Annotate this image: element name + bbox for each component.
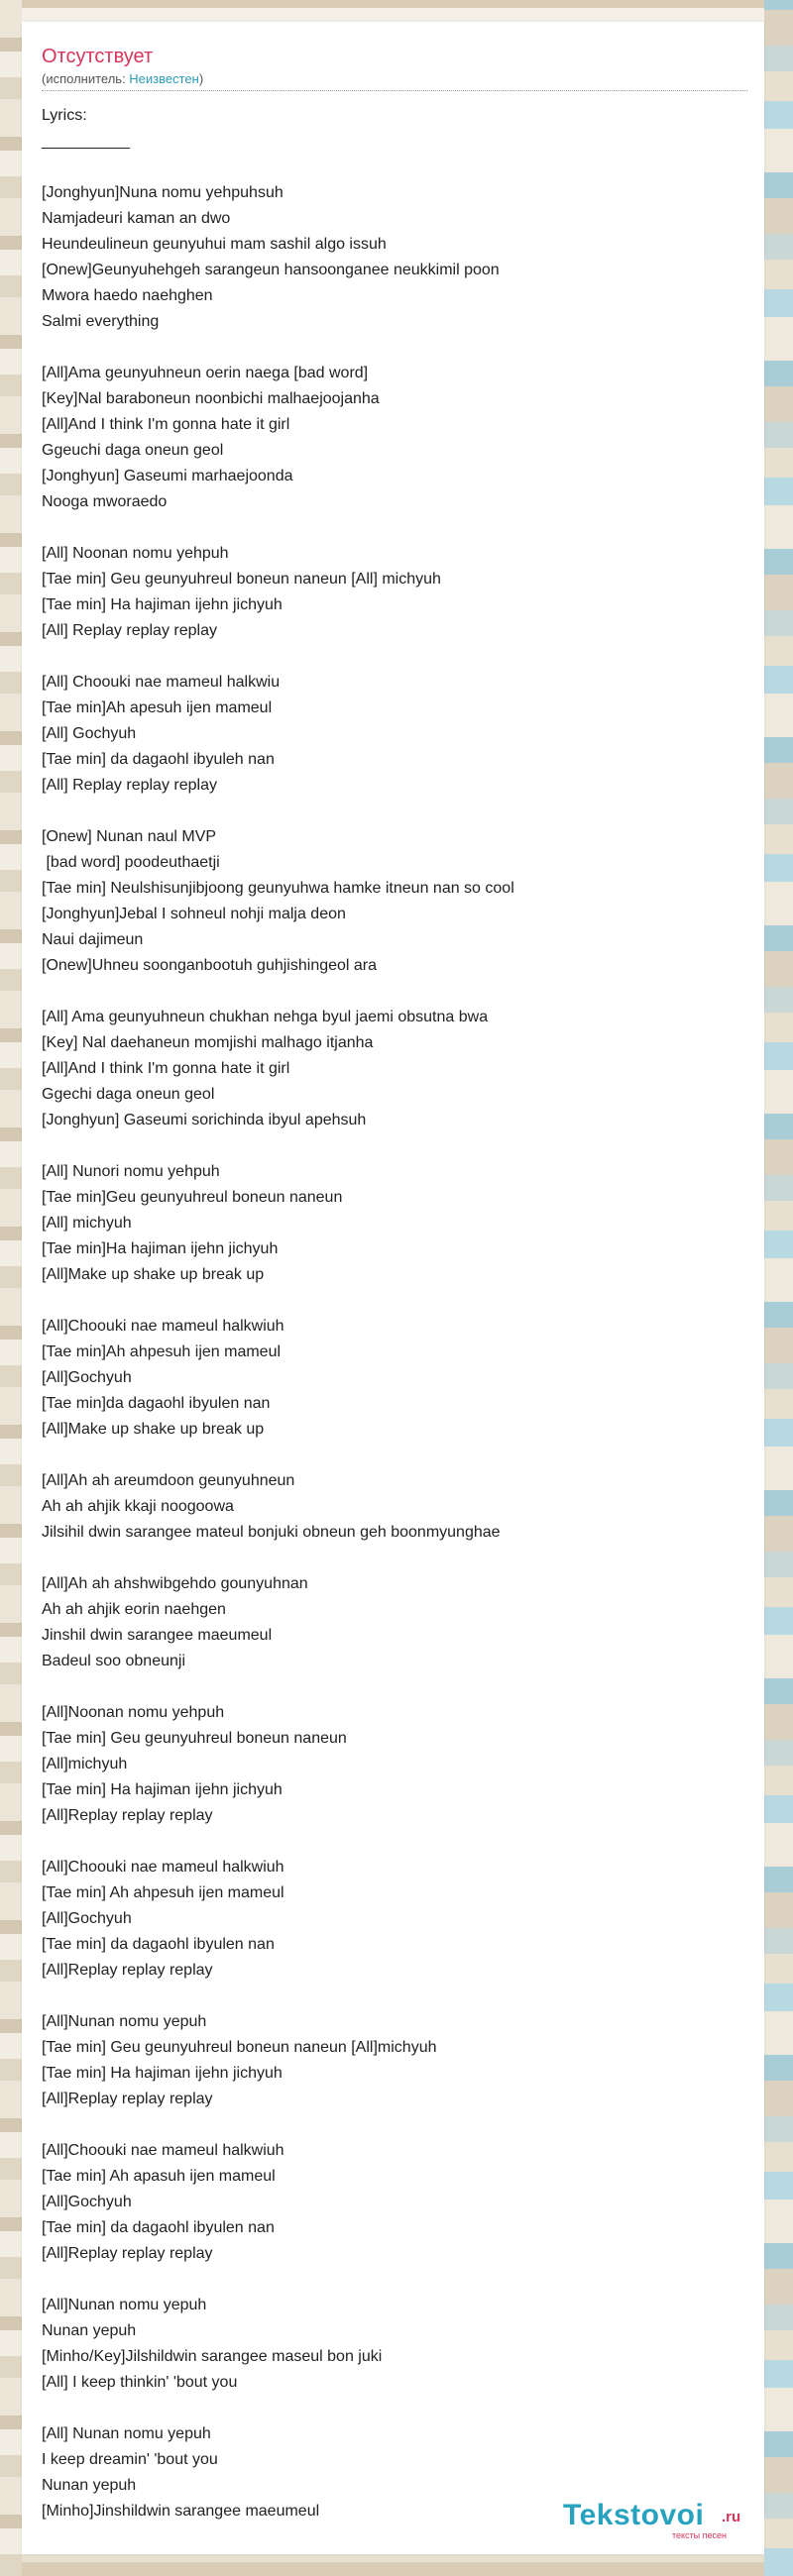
artist-link[interactable]: Неизвестен [129,71,199,86]
lyrics-text: Lyrics: __________ [Jonghyun]Nuna nomu yehpuhsuh Namjadeuri kaman an dwo Heundeulineun geunyuhui mam sashil algo issuh [Onew]Geunyuhehgeh sarangeun hansoonganee neukkimil poon Mwora haedo naehghen Salmi everything [All]Ama geunyuhneun oerin naega [bad word] [Key]Nal baraboneun noonbichi malhaejoojanha [All]And I think I'm gonna hate it girl Ggeuchi daga oneun geol [Jonghyun] Gaseumi marhaejoonda Nooga mworaedo [All] Noonan nomu yehpuh [Tae min] Geu geunyuhreul boneun naneun [All] michyuh [Tae min] Ha hajiman ijehn jichyuh [All] Replay replay replay [All] Choouki nae mameul halkwiu [Tae min]Ah apesuh ijen mameul [All] Gochyuh [Tae min] da dagaohl ibyuleh nan [All] Replay replay replay [Onew] Nunan naul MVP [bad word] poodeuthaetji [Tae min] Neulshisunjibjoong geunyuhwa hamke itneun nan so cool [Jonghyun]Jebal I sohneul nohji malja deon Naui dajimeun [Onew]Uhneu soonganbootuh guhjishingeol ara [All] Ama geunyuhneun chukhan nehga byul jaemi obsutna bwa [Key] Nal daehaneun momjishi malhago itjanha [All]And I think I'm gonna hate it girl Ggechi daga oneun geol [Jonghyun] Gaseumi sorichinda ibyul apehsuh [All] Nunori nomu yehpuh [Tae min]Geu geunyuhreul boneun naneun [All] michyuh [Tae min]Ha hajiman ijehn jichyuh [All]Make up shake up break up [All]Choouki nae mameul halkwiuh [Tae min]Ah ahpesuh ijen mameul [All]Gochyuh [Tae min]da dagaohl ibyulen nan [All]Make up shake up break up [All]Ah ah areumdoon geunyuhneun Ah ah ahjik kkaji noogoowa Jilsihil dwin sarangee mateul bonjuki obneun geh boonmyunghae [All]Ah ah ahshwibgehdo gounyuhnan Ah ah ahjik eorin naehgen Jinshil dwin sarangee maeumeul Badeul soo obneunji [All]Noonan nomu yehpuh [Tae min] Geu geunyuhreul boneun naneun [All]michyuh [Tae min] Ha hajiman ijehn jichyuh [All]Replay replay replay [All]Choouki nae mameul halkwiuh [Tae min] Ah ahpesuh ijen mameul [All]Gochyuh [Tae min] da dagaohl ibyulen nan [All]Replay replay replay [All]Nunan nomu yepuh [Tae min] Geu geunyuhreul boneun naneun [All]michyuh [Tae min] Ha hajiman ijehn jichyuh [All]Replay replay replay [All]Choouki nae mameul halkwiuh [Tae min] Ah apasuh ijen mameul [All]Gochyuh [Tae min] da dagaohl ibyulen nan [All]Replay replay replay [All]Nunan nomu yepuh Nunan yepuh [Minho/Key]Jilshildwin sarangee maseul bon juki [All] I keep thinkin' 'bout you [All] Nunan nomu yepuh I keep dreamin' 'bout you Nunan yepuh [Minho]Jinshildwin sarangee maeumeul [42,107,514,2520]
logo-domain: .ru [722,2509,741,2525]
artist-suffix: ) [198,71,204,86]
background-stripes-right [764,0,793,2576]
artist-line [42,71,203,87]
lyrics-card [22,22,764,2554]
artist-prefix: (исполнитель: [42,71,130,86]
page-title: Отсутствует [42,46,154,67]
logo-tagline: тексты песен [672,2530,728,2540]
site-logo[interactable] [563,2499,751,2538]
background-stripes-left [0,0,22,2576]
dotted-divider [42,90,747,91]
logo-name: Tekstovoi [563,2499,705,2531]
